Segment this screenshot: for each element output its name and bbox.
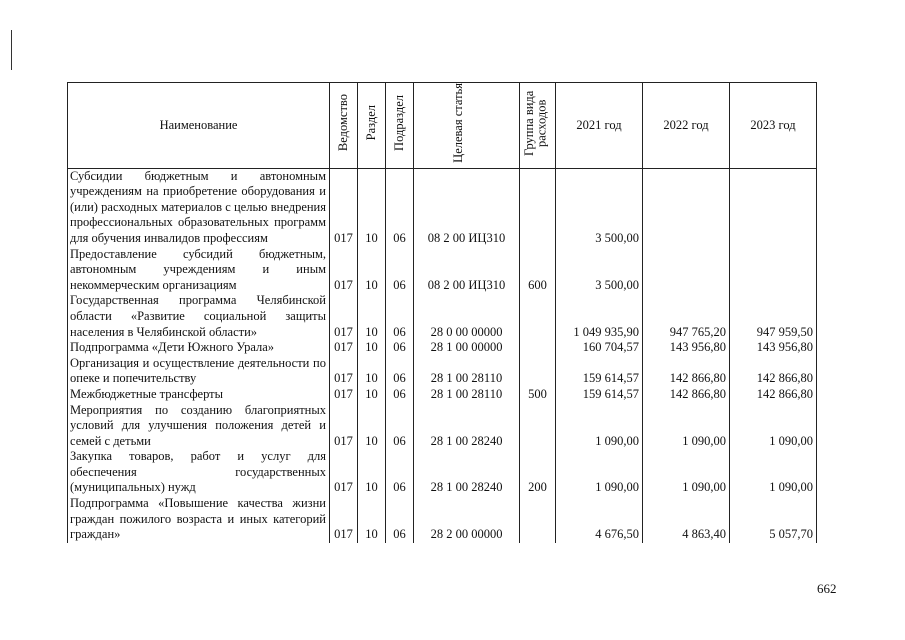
- row-vedomstvo: 017: [330, 168, 358, 246]
- row-2023: 1 090,00: [730, 449, 817, 496]
- row-2023: 142 866,80: [730, 387, 817, 403]
- row-razdel: 10: [358, 387, 386, 403]
- header-2022: 2022 год: [643, 83, 730, 169]
- page-number: 662: [817, 581, 837, 596]
- row-2021: 3 500,00: [556, 168, 643, 246]
- budget-table: [67, 82, 817, 543]
- table-row: [68, 403, 817, 450]
- row-gruppa: 200: [520, 449, 556, 496]
- row-podrazdel: 06: [386, 247, 414, 294]
- row-vedomstvo: 017: [330, 403, 358, 450]
- row-gruppa: [520, 356, 556, 387]
- row-2021: 1 049 935,90: [556, 293, 643, 340]
- row-2022: 1 090,00: [643, 403, 730, 450]
- header-gruppa: Группа вида расходов: [520, 83, 556, 169]
- header-statya: Целевая статья: [414, 83, 520, 169]
- row-podrazdel: 06: [386, 168, 414, 246]
- row-2023: [730, 168, 817, 246]
- row-razdel: 10: [358, 496, 386, 543]
- row-podrazdel: 06: [386, 293, 414, 340]
- row-2023: 1 090,00: [730, 403, 817, 450]
- row-statya: 28 1 00 28240: [414, 403, 520, 450]
- table-row: [68, 356, 817, 387]
- row-gruppa: [520, 340, 556, 356]
- row-gruppa: [520, 496, 556, 543]
- row-2021: 159 614,57: [556, 356, 643, 387]
- row-statya: 28 1 00 00000: [414, 340, 520, 356]
- row-2022: 143 956,80: [643, 340, 730, 356]
- row-statya: 08 2 00 ИЦ310: [414, 168, 520, 246]
- row-2022: 142 866,80: [643, 387, 730, 403]
- row-statya: 28 2 00 00000: [414, 496, 520, 543]
- row-2021: 1 090,00: [556, 403, 643, 450]
- row-vedomstvo: 017: [330, 387, 358, 403]
- row-razdel: 10: [358, 247, 386, 294]
- row-name: Межбюджетные трансферты: [68, 387, 330, 403]
- row-razdel: 10: [358, 340, 386, 356]
- scan-margin-line: [11, 30, 12, 70]
- row-2022: 142 866,80: [643, 356, 730, 387]
- row-razdel: 10: [358, 449, 386, 496]
- row-razdel: 10: [358, 356, 386, 387]
- row-statya: 08 2 00 ИЦ310: [414, 247, 520, 294]
- row-statya: 28 1 00 28110: [414, 387, 520, 403]
- header-vedomstvo: Ведомство: [330, 83, 358, 169]
- table-row: [68, 168, 817, 246]
- row-vedomstvo: 017: [330, 293, 358, 340]
- row-2023: [730, 247, 817, 294]
- row-podrazdel: 06: [386, 449, 414, 496]
- row-podrazdel: 06: [386, 387, 414, 403]
- table-row: [68, 247, 817, 294]
- header-2021: 2021 год: [556, 83, 643, 169]
- row-name: Государственная программа Челябинской области «Развитие социальной защиты населения в Челябинской области»: [68, 293, 330, 340]
- row-vedomstvo: 017: [330, 449, 358, 496]
- row-vedomstvo: 017: [330, 356, 358, 387]
- row-gruppa: [520, 168, 556, 246]
- row-podrazdel: 06: [386, 356, 414, 387]
- row-statya: 28 1 00 28110: [414, 356, 520, 387]
- row-gruppa: [520, 293, 556, 340]
- row-2023: 5 057,70: [730, 496, 817, 543]
- row-2023: 143 956,80: [730, 340, 817, 356]
- row-2023: 947 959,50: [730, 293, 817, 340]
- row-name: Субсидии бюджетным и автономным учреждениям на приобретение оборудования и (или) расходных материалов с целью внедрения профессиональных образовательных программ для обучения инвалидов профессиям: [68, 168, 330, 246]
- header-2023: 2023 год: [730, 83, 817, 169]
- row-name: Организация и осуществление деятельности по опеке и попечительству: [68, 356, 330, 387]
- row-gruppa: 600: [520, 247, 556, 294]
- row-2021: 1 090,00: [556, 449, 643, 496]
- row-razdel: 10: [358, 168, 386, 246]
- header-podrazdel: Подраздел: [386, 83, 414, 169]
- table-header-row: [68, 83, 817, 169]
- table-row: [68, 496, 817, 543]
- row-podrazdel: 06: [386, 403, 414, 450]
- row-razdel: 10: [358, 403, 386, 450]
- row-2022: 947 765,20: [643, 293, 730, 340]
- row-2021: 159 614,57: [556, 387, 643, 403]
- row-name: Подпрограмма «Дети Южного Урала»: [68, 340, 330, 356]
- row-2021: 160 704,57: [556, 340, 643, 356]
- row-vedomstvo: 017: [330, 247, 358, 294]
- row-gruppa: [520, 403, 556, 450]
- row-2022: 4 863,40: [643, 496, 730, 543]
- row-vedomstvo: 017: [330, 340, 358, 356]
- row-2022: 1 090,00: [643, 449, 730, 496]
- row-name: Предоставление субсидий бюджетным, автономным учреждениям и иным некоммерческим организациям: [68, 247, 330, 294]
- header-razdel: Раздел: [358, 83, 386, 169]
- row-2023: 142 866,80: [730, 356, 817, 387]
- row-name: Закупка товаров, работ и услуг для обеспечения государственных (муниципальных) нужд: [68, 449, 330, 496]
- row-name: Подпрограмма «Повышение качества жизни граждан пожилого возраста и иных категорий граждан»: [68, 496, 330, 543]
- row-2022: [643, 168, 730, 246]
- table-row: [68, 340, 817, 356]
- row-2021: 3 500,00: [556, 247, 643, 294]
- row-podrazdel: 06: [386, 340, 414, 356]
- row-2022: [643, 247, 730, 294]
- table-row: [68, 387, 817, 403]
- table-row: [68, 449, 817, 496]
- row-gruppa: 500: [520, 387, 556, 403]
- row-statya: 28 1 00 28240: [414, 449, 520, 496]
- table-row: [68, 293, 817, 340]
- header-name: Наименование: [68, 83, 330, 169]
- row-podrazdel: 06: [386, 496, 414, 543]
- row-2021: 4 676,50: [556, 496, 643, 543]
- row-statya: 28 0 00 00000: [414, 293, 520, 340]
- row-razdel: 10: [358, 293, 386, 340]
- row-vedomstvo: 017: [330, 496, 358, 543]
- row-name: Мероприятия по созданию благоприятных условий для улучшения положения детей и семей с детьми: [68, 403, 330, 450]
